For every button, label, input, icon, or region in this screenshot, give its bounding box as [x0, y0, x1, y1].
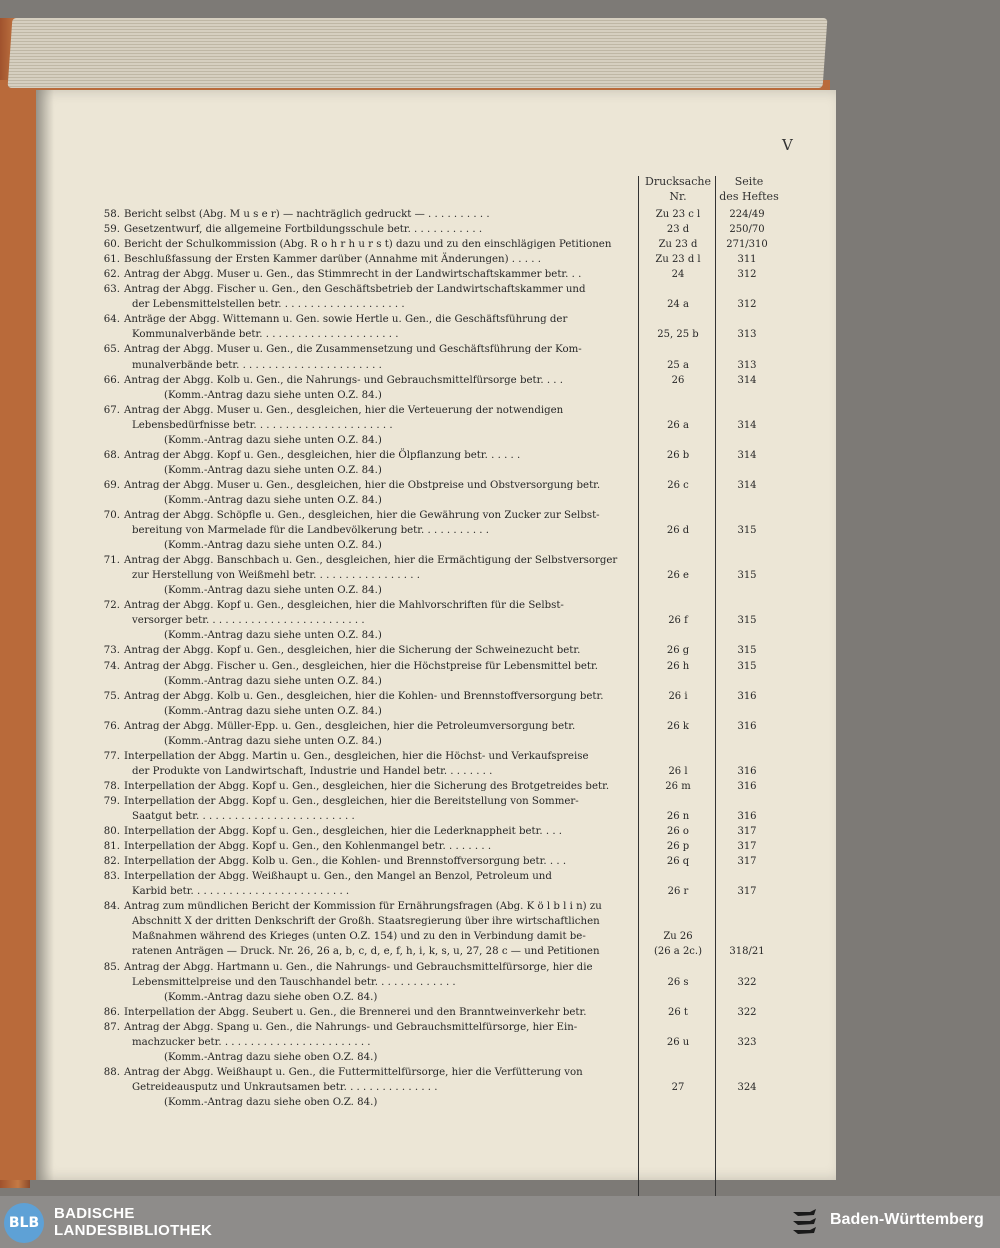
entry-seite: 315 [737, 570, 757, 582]
entry-seite: 316 [737, 690, 757, 702]
entry-number: 79. [103, 795, 120, 807]
entry-number: 62. [103, 269, 120, 281]
column-header-seite-line1: Seite [734, 175, 764, 188]
entry-line [98, 719, 575, 734]
entry-text: Antrag der Abgg. Müller-Epp. u. Gen., desgleichen, hier die Petroleumversorgung betr. [124, 720, 576, 732]
entry-seite: 315 [737, 645, 757, 657]
state-lions-icon [790, 1206, 820, 1238]
entry-drucksache: 26 n [666, 811, 690, 822]
entry-drucksache: 26 i [668, 690, 688, 702]
entry-line [98, 403, 563, 418]
column-header-seite-line2: des Heftes [719, 190, 779, 203]
entry-seite: 315 [737, 660, 757, 672]
blb-wordmark-line1: BADISCHE [54, 1205, 135, 1222]
entry-note: (Komm.-Antrag dazu siehe unten O.Z. 84.) [164, 675, 382, 687]
entry-number: 76. [103, 720, 120, 732]
entry-continuation: Maßnahmen während des Krieges (unten O.Z. 154) und zu den in Verbindung damit be- [132, 931, 586, 943]
entry-text: Anträge der Abgg. Wittemann u. Gen. sowie Hertle u. Gen., die Geschäftsführung der [124, 314, 568, 326]
entry-line [98, 854, 566, 869]
entry-note: (Komm.-Antrag dazu siehe unten O.Z. 84.) [164, 434, 382, 446]
column-header-drucksache-line1: Drucksache [645, 175, 711, 188]
entry-seite: 315 [737, 525, 757, 537]
entry-number: 81. [103, 841, 120, 853]
entry-seite: 317 [737, 826, 757, 838]
entry-line [98, 252, 541, 267]
entry-note: (Komm.-Antrag dazu siehe unten O.Z. 84.) [164, 464, 382, 476]
entry-text: Interpellation der Abgg. Martin u. Gen., desgleichen, hier die Höchst- und Verkaufspreise [124, 750, 589, 762]
entry-seite: 314 [737, 374, 757, 386]
entry-text: Antrag der Abgg. Kolb u. Gen., desgleichen, hier die Kohlen- und Brennstoffversorgung betr. [124, 690, 604, 702]
entry-seite: 323 [737, 1036, 757, 1048]
entry-text: Interpellation der Abgg. Kopf u. Gen., desgleichen, hier die Bereitstellung von Sommer- [124, 795, 579, 807]
entry-continuation: der Produkte von Landwirtschaft, Industrie und Handel betr. . . . . . . . [132, 765, 493, 777]
entry-drucksache: 26 s [667, 976, 689, 988]
entry-seite: 324 [737, 1081, 757, 1093]
entry-text: Antrag der Abgg. Muser u. Gen., desgleichen, hier die Obstpreise und Obstversorgung betr. [124, 479, 601, 491]
entry-line [98, 869, 552, 884]
entry-drucksache: 27 [671, 1081, 685, 1093]
entry-line [98, 689, 604, 704]
entry-continuation: versorger betr. . . . . . . . . . . . . . . . . . . . . . . . . [132, 615, 365, 627]
entry-text: Interpellation der Abgg. Kolb u. Gen., die Kohlen- und Brennstoffversorgung betr. . . . [124, 856, 567, 868]
entry-text: Bericht der Schulkommission (Abg. R o h r h u r s t) dazu und zu den einschlägigen Petitionen [124, 239, 612, 251]
entry-text: Antrag der Abgg. Kolb u. Gen., die Nahrungs- und Gebrauchsmittelfürsorge betr. . . . [124, 374, 564, 386]
entry-text: Antrag der Abgg. Banschbach u. Gen., desgleichen, hier die Ermächtigung der Selbstversorger [124, 555, 618, 567]
entry-drucksache: 26 u [666, 1036, 690, 1048]
entry-text: Interpellation der Abgg. Seubert u. Gen., die Brennerei und den Branntweinverkehr betr. [124, 1006, 587, 1018]
entry-seite: 316 [737, 765, 757, 777]
entry-text: Bericht selbst (Abg. M u s e r) — nachträglich gedruckt — . . . . . . . . . . [124, 209, 490, 220]
entry-line [98, 1020, 577, 1035]
entry-note: (Komm.-Antrag dazu siehe unten O.Z. 84.) [164, 585, 382, 597]
entry-seite: 316 [737, 780, 757, 792]
entry-text: Antrag der Abgg. Weißhaupt u. Gen., die Futtermittelfürsorge, hier die Verfütterung von [124, 1066, 583, 1078]
entry-line [98, 553, 617, 568]
entry-text: Antrag der Abgg. Kopf u. Gen., desgleichen, hier die Ölpflanzung betr. . . . . . [124, 449, 521, 461]
entry-continuation: Karbid betr. . . . . . . . . . . . . . . . . . . . . . . . . [132, 886, 350, 898]
entry-text: Antrag der Abgg. Muser u. Gen., die Zusammensetzung und Geschäftsführung der Kom- [124, 344, 582, 356]
entry-continuation: Kommunalverbände betr. . . . . . . . . . . . . . . . . . . . . . [132, 329, 399, 341]
entry-text: Interpellation der Abgg. Weißhaupt u. Gen., den Mangel an Benzol, Petroleum und [124, 871, 552, 883]
entry-drucksache: 26 g [666, 645, 690, 657]
entry-seite: 314 [737, 419, 757, 431]
entry-seite: 316 [737, 811, 757, 822]
entry-text: Interpellation der Abgg. Kopf u. Gen., desgleichen, hier die Lederknappheit betr. . . . [124, 826, 563, 838]
page-gutter-shadow [36, 90, 54, 1180]
entry-continuation: der Lebensmittelstellen betr. . . . . . . . . . . . . . . . . . . . [132, 299, 405, 311]
entry-seite: 250/70 [729, 224, 765, 236]
entry-drucksache: 26 r [667, 886, 689, 898]
entry-number: 86. [103, 1006, 120, 1018]
entry-seite: 315 [737, 615, 757, 627]
entry-line [98, 960, 592, 975]
entry-line [98, 282, 585, 297]
entry-line [98, 1005, 586, 1020]
entry-line [98, 659, 598, 674]
entry-number: 72. [103, 600, 120, 612]
entry-drucksache: 23 d [666, 224, 690, 236]
entry-seite: 322 [737, 1006, 757, 1018]
entry-text: Antrag der Abgg. Muser u. Gen., das Stimmrecht in der Landwirtschaftskammer betr. . . [124, 269, 582, 281]
entry-number: 67. [103, 404, 120, 416]
entry-drucksache: Zu 23 d [658, 239, 698, 251]
entry-number: 84. [103, 901, 120, 913]
entry-line [98, 779, 609, 794]
entry-continuation: Lebensbedürfnisse betr. . . . . . . . . . . . . . . . . . . . . . [132, 419, 393, 431]
entry-line [98, 373, 563, 388]
entry-number: 82. [103, 856, 120, 868]
entry-note: (Komm.-Antrag dazu siehe unten O.Z. 84.) [164, 540, 382, 552]
entry-text: Beschlußfassung der Ersten Kammer darüber (Annahme mit Änderungen) . . . . . [124, 254, 541, 266]
entry-drucksache: 26 k [667, 720, 689, 732]
entry-line [98, 478, 600, 493]
entry-note: (Komm.-Antrag dazu siehe oben O.Z. 84.) [164, 991, 378, 1003]
entry-number: 58. [103, 209, 120, 220]
entry-line [98, 342, 582, 357]
entry-continuation: ratenen Anträgen — Druck. Nr. 26, 26 a, b, c, d, e, f, h, i, k, s, u, 27, 28 c — und Petitionen [132, 946, 600, 958]
entry-line [98, 1065, 583, 1080]
entry-seite: 322 [737, 976, 757, 988]
entry-number: 88. [103, 1066, 120, 1078]
entry-drucksache: 26 l [668, 765, 688, 777]
entry-note: (Komm.-Antrag dazu siehe unten O.Z. 84.) [164, 705, 382, 717]
entry-text: Gesetzentwurf, die allgemeine Fortbildungsschule betr. . . . . . . . . . . . [124, 224, 483, 236]
entry-seite: 318/21 [729, 946, 765, 958]
entry-line [98, 267, 581, 282]
entry-continuation: Lebensmittelpreise und den Tauschhandel betr. . . . . . . . . . . . . [132, 976, 456, 988]
entry-line [98, 598, 564, 613]
entry-number: 87. [103, 1021, 120, 1033]
entry-continuation: machzucker betr. . . . . . . . . . . . . . . . . . . . . . . . [132, 1036, 371, 1048]
entry-seite: 312 [737, 269, 757, 281]
entry-drucksache: 24 a [667, 299, 689, 311]
entry-text: Antrag der Abgg. Fischer u. Gen., desgleichen, hier die Höchstpreise für Lebensmittel betr. [124, 660, 599, 672]
entry-drucksache: 26 o [667, 826, 689, 838]
entry-line [98, 643, 580, 658]
entry-number: 66. [103, 374, 120, 386]
entry-drucksache: 26 m [665, 780, 691, 792]
entry-note: (Komm.-Antrag dazu siehe oben O.Z. 84.) [164, 1096, 378, 1108]
entry-seite: 313 [737, 359, 757, 371]
entry-line [98, 207, 490, 222]
footer-bar [0, 1196, 1000, 1248]
blb-wordmark[interactable] [54, 1205, 212, 1239]
entry-continuation: Saatgut betr. . . . . . . . . . . . . . . . . . . . . . . . . [132, 811, 355, 822]
entry-number: 68. [103, 449, 120, 461]
entry-continuation: Abschnitt X der dritten Denkschrift der Großh. Staatsregierung über ihre wirtschaftlichen [132, 916, 600, 928]
entry-text: Interpellation der Abgg. Kopf u. Gen., den Kohlenmangel betr. . . . . . . . [124, 841, 492, 853]
document-page [36, 90, 836, 1180]
entry-number: 65. [103, 344, 120, 356]
entry-seite: 312 [737, 299, 757, 311]
entry-number: 64. [103, 314, 120, 326]
entry-line [98, 312, 567, 327]
entry-drucksache: 26 b [666, 449, 690, 461]
entry-line [98, 794, 579, 809]
column-header-seite [716, 174, 782, 204]
entry-drucksache: 24 [671, 269, 685, 281]
entry-number: 78. [103, 780, 120, 792]
entry-line [98, 824, 562, 839]
entry-number: 75. [103, 690, 120, 702]
entry-drucksache: Zu 23 c l [655, 209, 701, 220]
entry-continuation: Getreideausputz und Unkrautsamen betr. . . . . . . . . . . . . . . [132, 1081, 438, 1093]
entry-number: 59. [103, 224, 120, 236]
entry-seite: 314 [737, 449, 757, 461]
entry-continuation: munalverbände betr. . . . . . . . . . . . . . . . . . . . . . . [132, 359, 382, 371]
entry-number: 73. [103, 645, 120, 657]
entry-drucksache: 26 p [666, 841, 690, 853]
page-number: V [782, 136, 793, 154]
entry-note: (Komm.-Antrag dazu siehe unten O.Z. 84.) [164, 389, 382, 401]
entry-text: Antrag der Abgg. Fischer u. Gen., den Geschäftsbetrieb der Landwirtschaftskammer und [124, 284, 586, 296]
column-rule-left [638, 176, 639, 1196]
entry-text: Antrag zum mündlichen Bericht der Kommission für Ernährungsfragen (Abg. K ö l b l i n) zu [124, 901, 602, 913]
entry-drucksache: Zu 26 [663, 931, 693, 943]
column-header-drucksache [640, 174, 716, 204]
entry-text: Interpellation der Abgg. Kopf u. Gen., desgleichen, hier die Sicherung des Brotgetreides betr. [124, 780, 610, 792]
column-header-drucksache-line2: Nr. [669, 190, 687, 203]
entry-text: Antrag der Abgg. Spang u. Gen., die Nahrungs- und Gebrauchsmittelfürsorge, hier Ein- [124, 1021, 578, 1033]
entry-number: 71. [103, 555, 120, 567]
entry-seite: 313 [737, 329, 757, 341]
entry-seite: 316 [737, 720, 757, 732]
entry-seite: 317 [737, 841, 757, 853]
bw-wordmark[interactable]: Baden-Württemberg [830, 1211, 984, 1228]
entry-line [98, 839, 491, 854]
entry-drucksache: 26 c [667, 479, 689, 491]
entry-text: Antrag der Abgg. Kopf u. Gen., desgleichen, hier die Sicherung der Schweinezucht betr. [124, 645, 581, 657]
entry-seite: 317 [737, 856, 757, 868]
entry-drucksache: 26 q [666, 856, 690, 868]
entry-drucksache: 25, 25 b [657, 329, 699, 341]
entry-drucksache: Zu 23 d l [655, 254, 701, 266]
entry-number: 69. [103, 479, 120, 491]
entry-text: Antrag der Abgg. Muser u. Gen., desgleichen, hier die Verteuerung der notwendigen [124, 404, 564, 416]
entry-text: Antrag der Abgg. Schöpfle u. Gen., desgleichen, hier die Gewährung von Zucker zur Selbst- [124, 510, 600, 521]
entry-number: 80. [103, 826, 120, 838]
entry-note: (Komm.-Antrag dazu siehe unten O.Z. 84.) [164, 735, 382, 747]
page-block-top [8, 18, 828, 88]
entry-drucksache: 26 e [667, 570, 689, 582]
entry-drucksache: 25 a [667, 359, 689, 371]
blb-wordmark-line2: LANDESBIBLIOTHEK [54, 1222, 213, 1239]
entry-line [98, 899, 602, 914]
blb-logo-icon[interactable]: BLB [4, 1203, 44, 1243]
entry-number: 74. [103, 660, 120, 672]
entry-note: (Komm.-Antrag dazu siehe unten O.Z. 84.) [164, 494, 382, 506]
entry-drucksache-extra: (26 a 2c.) [654, 946, 702, 958]
entry-drucksache: 26 t [668, 1006, 688, 1018]
entry-text: Antrag der Abgg. Kopf u. Gen., desgleichen, hier die Mahlvorschriften für die Selbst- [124, 600, 564, 612]
entry-drucksache: 26 d [666, 525, 690, 537]
entry-seite: 311 [737, 254, 757, 266]
entry-drucksache: 26 h [666, 660, 690, 672]
entry-note: (Komm.-Antrag dazu siehe unten O.Z. 84.) [164, 630, 382, 642]
entry-number: 60. [103, 239, 120, 251]
entry-continuation: zur Herstellung von Weißmehl betr. . . . . . . . . . . . . . . . . [132, 570, 420, 582]
entry-drucksache: 26 a [667, 419, 689, 431]
entry-seite: 317 [737, 886, 757, 898]
entry-seite: 224/49 [729, 209, 765, 220]
entry-seite: 314 [737, 479, 757, 491]
entry-drucksache: 26 f [668, 615, 688, 627]
entry-continuation: bereitung von Marmelade für die Landbevölkerung betr. . . . . . . . . . . [132, 525, 490, 537]
entry-number: 61. [103, 254, 120, 266]
entry-drucksache: 26 [671, 374, 685, 386]
entry-line [98, 222, 482, 237]
entry-number: 77. [103, 750, 120, 762]
entry-line [98, 237, 611, 252]
entry-line [98, 448, 520, 463]
entry-number: 83. [103, 871, 120, 883]
entry-line [98, 749, 588, 764]
entry-number: 63. [103, 284, 120, 296]
entry-note: (Komm.-Antrag dazu siehe oben O.Z. 84.) [164, 1051, 378, 1063]
entry-number: 85. [103, 961, 120, 973]
entry-line [98, 508, 600, 523]
entry-number: 70. [103, 510, 120, 521]
entry-text: Antrag der Abgg. Hartmann u. Gen., die Nahrungs- und Gebrauchsmittelfürsorge, hier die [124, 961, 593, 973]
entry-seite: 271/310 [726, 239, 768, 251]
